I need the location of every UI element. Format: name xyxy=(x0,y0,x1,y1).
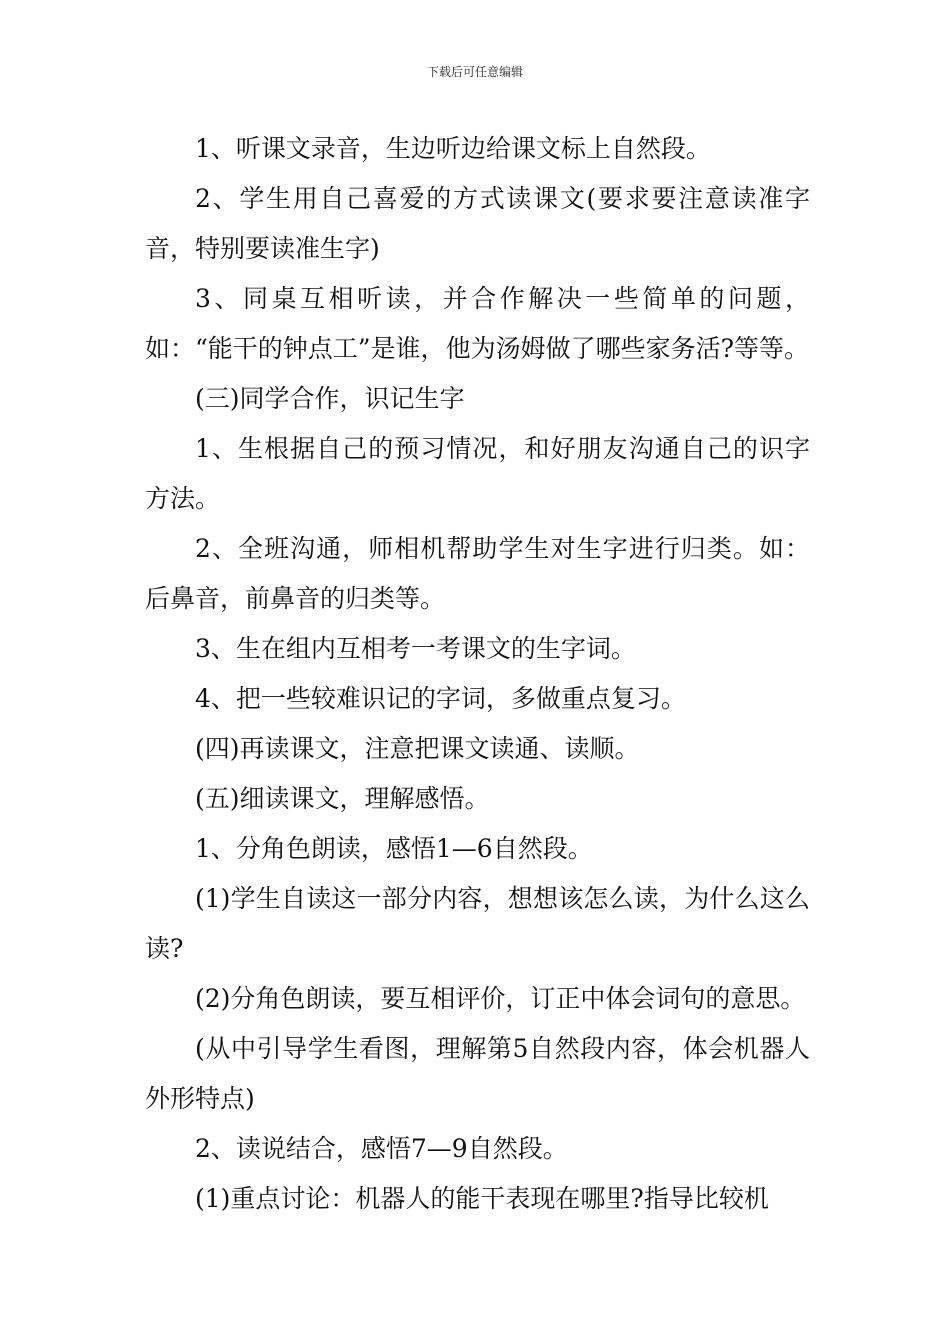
document-body xyxy=(145,124,810,1224)
paragraph: (从中引导学生看图，理解第5自然段内容，体会机器人外形特点) xyxy=(145,1034,810,1113)
section-heading: (三)同学合作，识记生字 xyxy=(195,384,465,413)
paragraph: 4、把一些较难识记的字词，多做重点复习。 xyxy=(195,684,686,713)
paragraph: 2、全班沟通，师相机帮助学生对生字进行归类。如：后鼻音，前鼻音的归类等。 xyxy=(145,534,810,613)
paragraph: 3、同桌互相听读，并合作解决一些简单的问题，如：“能干的钟点工”是谁，他为汤姆做了哪些家务活?等等。 xyxy=(145,284,810,363)
paragraph: 1、生根据自己的预习情况，和好朋友沟通自己的识字方法。 xyxy=(145,434,810,513)
page-header: 下载后可任意编辑 xyxy=(426,65,523,79)
paragraph: 1、听课文录音，生边听边给课文标上自然段。 xyxy=(195,134,711,163)
paragraph: 2、学生用自己喜爱的方式读课文(要求要注意读准字音，特别要读准生字) xyxy=(145,184,810,263)
paragraph: 2、读说结合，感悟7—9自然段。 xyxy=(195,1134,568,1163)
section-heading: (四)再读课文，注意把课文读通、读顺。 xyxy=(195,734,640,763)
paragraph: (1)重点讨论：机器人的能干表现在哪里?指导比较机 xyxy=(195,1184,769,1213)
section-heading: (五)细读课文，理解感悟。 xyxy=(195,784,490,813)
paragraph: (1)学生自读这一部分内容，想想该怎么读，为什么这么读? xyxy=(145,884,810,963)
paragraph: (2)分角色朗读，要互相评价，订正中体会词句的意思。 xyxy=(195,984,806,1013)
paragraph: 1、分角色朗读，感悟1—6自然段。 xyxy=(195,834,593,863)
paragraph: 3、生在组内互相考一考课文的生字词。 xyxy=(195,634,636,663)
